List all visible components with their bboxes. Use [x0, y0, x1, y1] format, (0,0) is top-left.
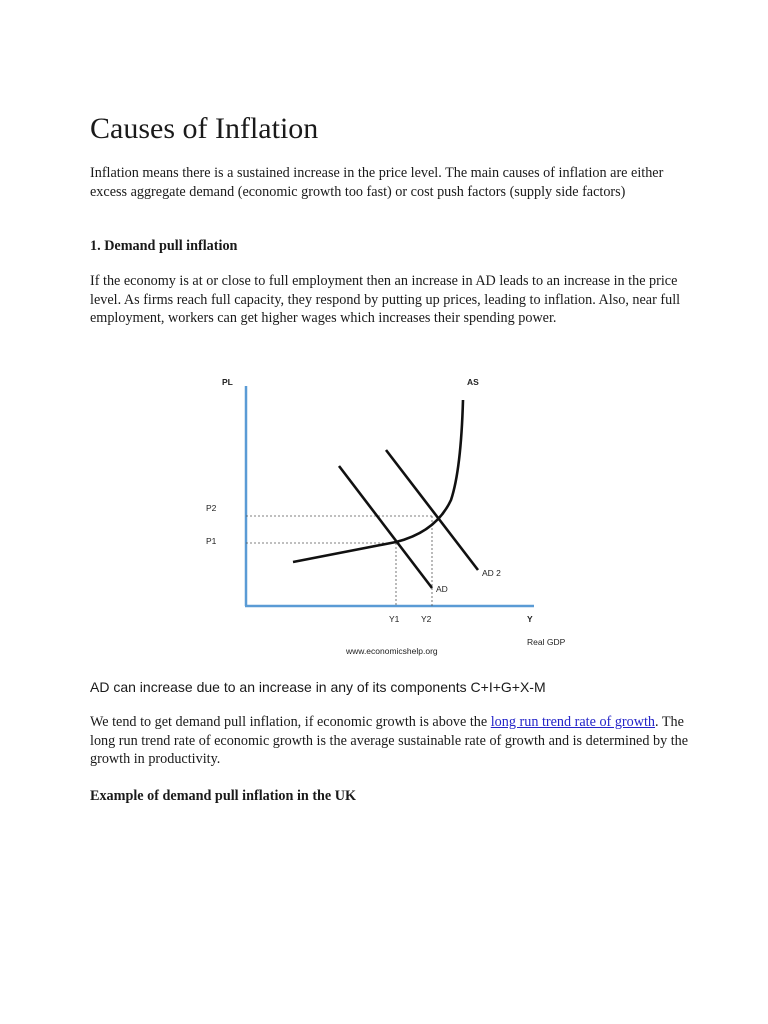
ad-as-diagram — [196, 370, 586, 660]
y2-label: Y2 — [421, 614, 432, 624]
ad2-label: AD 2 — [482, 568, 501, 578]
as-label: AS — [467, 377, 479, 387]
growth-paragraph — [90, 713, 690, 769]
section-heading-demand-pull: 1. Demand pull inflation — [90, 238, 238, 254]
intro-paragraph: Inflation means there is a sustained increase in the price level. The main causes of inflation are either excess aggregate demand (economic growth too fast) or cost push factors (supply side factors) — [90, 165, 664, 200]
p2-label: P2 — [206, 503, 217, 513]
ad-curve — [339, 466, 432, 588]
p1-label: P1 — [206, 536, 217, 546]
growth-text-before-link: We tend to get demand pull inflation, if economic growth is above the — [90, 714, 491, 730]
ad-label: AD — [436, 584, 448, 594]
x-axis-label: Y — [527, 614, 533, 624]
y1-label: Y1 — [389, 614, 400, 624]
as-curve — [293, 400, 463, 562]
demand-pull-paragraph: If the economy is at or close to full employment then an increase in AD leads to an increase in the price level. As firms reach full capacity, they respond by putting up prices, leading to inflation. Also, near full employment, workers can get higher wages which increases their spending power. — [90, 273, 681, 326]
section-heading-uk-example: Example of demand pull inflation in the UK — [90, 788, 357, 804]
long-run-trend-link[interactable]: long run trend rate of growth — [490, 714, 656, 730]
growth-text-after-link: . The long run trend rate of economic growth is the average sustainable rate of growth and is determined by the growth in productivity. — [90, 714, 689, 767]
x-axis-caption: Real GDP — [527, 637, 566, 647]
y-axis-label: PL — [222, 377, 233, 387]
source-credit: www.economicshelp.org — [346, 646, 438, 656]
ad-components-paragraph: AD can increase due to an increase in any of its components C+I+G+X-M — [90, 679, 546, 695]
page-title: Causes of Inflation — [90, 112, 319, 145]
